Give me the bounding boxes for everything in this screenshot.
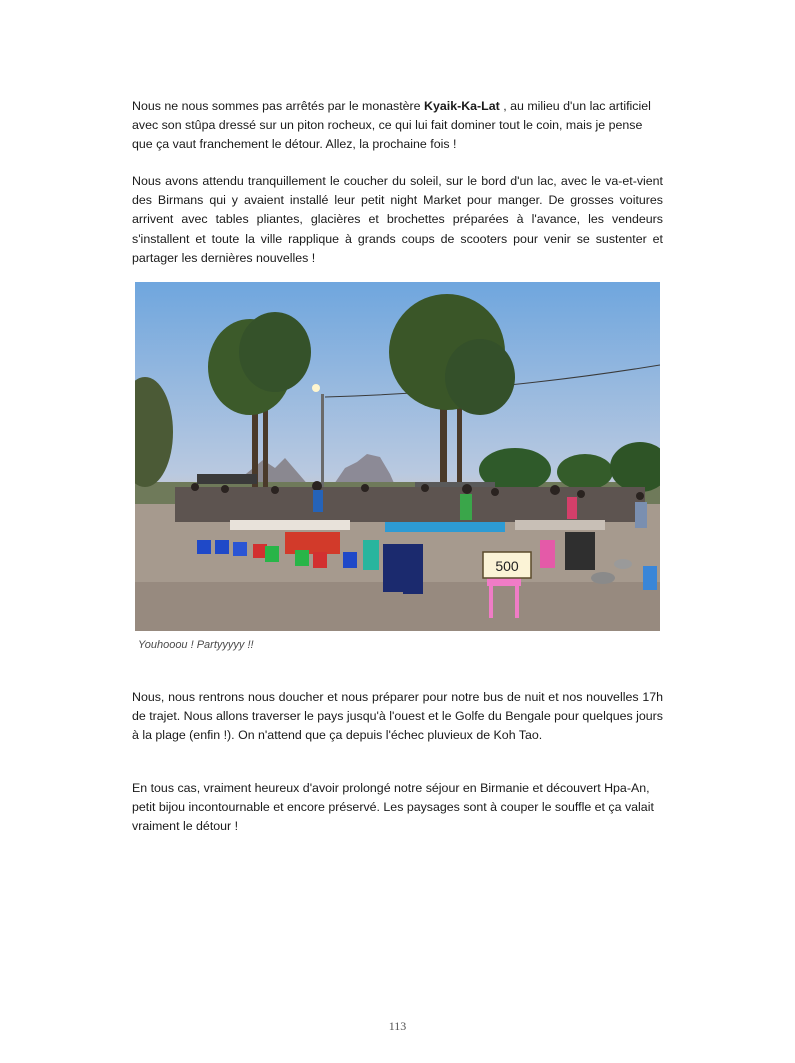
lamp-post	[321, 394, 324, 494]
red-stall	[285, 532, 340, 554]
stall-canopy	[197, 474, 257, 484]
paragraph-monastery	[132, 97, 663, 155]
p1-text-after: , au milieu d'un lac artificiel avec son stûpa dressé sur un piton rocheux, ce qui lui fait dominer tout le coin, mais je pense que ça vaut franchement le détour. Allez, la prochaine fois !	[132, 99, 651, 152]
pink-stool	[487, 578, 521, 586]
paragraph-night-market: Nous avons attendu tranquillement le coucher du soleil, sur le bord d'un lac, avec le va-et-vient des Birmans qui y avaient installé leur petit night Market pour manger. De grosses voitures arrivent avec tables pliantes, glacières et brochettes préparées à l'avance, les vendeurs s'installent et toute la ville rapplique à grands coups de scooters pour venir se sustenter et partager les dernières nouvelles !	[132, 174, 663, 265]
stool	[197, 540, 211, 554]
monastery-name: Kyaik-Ka-Lat	[424, 99, 500, 113]
lamp-light	[312, 384, 320, 392]
paragraph-night-bus: Nous, nous rentrons nous doucher et nous préparer pour notre bus de nuit et nos nouvelles 17h de trajet. Nous allons traverser le pays jusqu'à l'ouest et le Golfe du Bengale pour quelques jours à la plage (enfin !). On n'attend que ça depuis l'échec pluvieux de Koh Tao.	[132, 690, 663, 743]
cooking-pot	[591, 572, 615, 584]
p1-text-before: Nous ne nous sommes pas arrêtés par le monastère	[132, 99, 425, 113]
paragraph-conclusion: En tous cas, vraiment heureux d'avoir prolongé notre séjour en Birmanie et découvert Hpa-An, petit bijou incontournable et encore préservé. Les paysages sont à couper le souffle et ça valait vraiment le détour !	[132, 781, 654, 834]
photo-caption: Youhooou ! Partyyyyy !!	[138, 639, 254, 651]
night-market-photo	[135, 282, 660, 631]
menu-board	[383, 544, 403, 592]
food-table	[230, 520, 350, 530]
price-sign-text: 500	[495, 558, 519, 574]
page-number: 113	[388, 1019, 407, 1033]
